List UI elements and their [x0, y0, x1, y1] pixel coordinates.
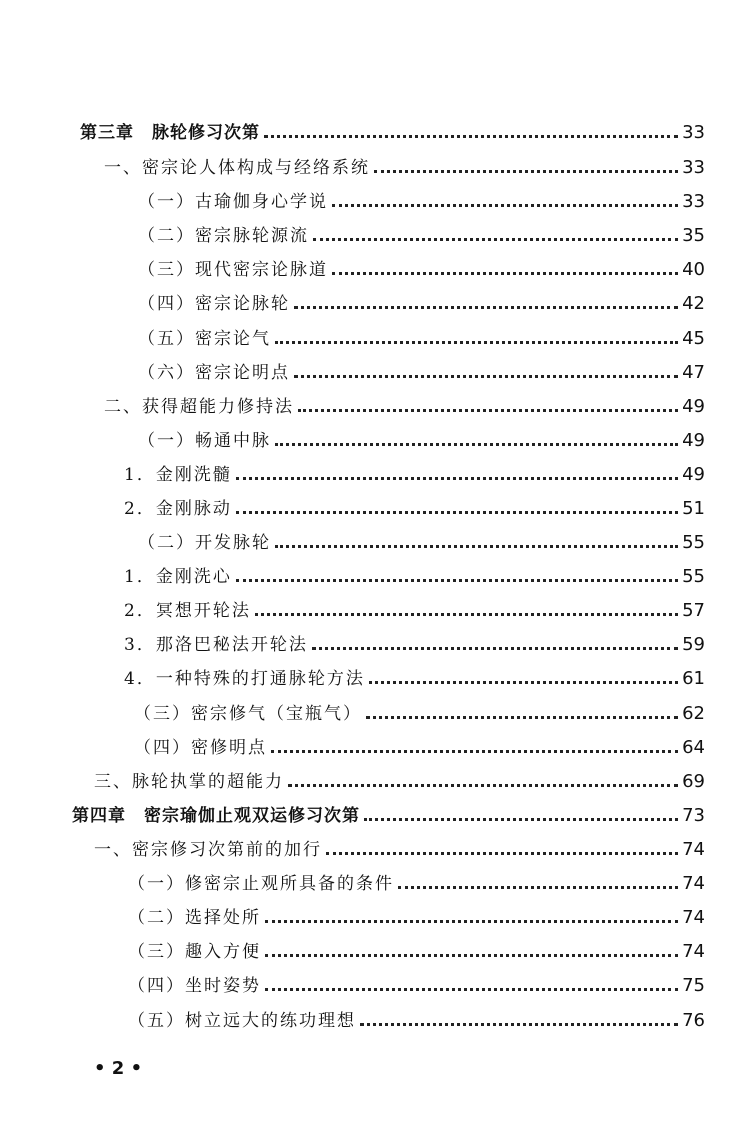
toc-entry-page: 76: [682, 1010, 705, 1031]
toc-entry: [138, 283, 705, 313]
toc-entry: [128, 897, 705, 927]
toc-entry-page: 59: [682, 634, 705, 655]
toc-entry-label: 第三章 脉轮修习次第: [80, 123, 260, 143]
toc-entry-label: （六）密宗论明点: [138, 363, 290, 383]
toc-entry-page: 57: [682, 600, 705, 621]
toc-entry-label: （一）古瑜伽身心学说: [138, 192, 328, 212]
toc-entry-page: 47: [682, 362, 705, 383]
toc-entry: [124, 658, 705, 688]
toc-entry: [128, 1000, 705, 1030]
toc-entry: [138, 522, 705, 552]
toc-entry-page: 33: [682, 157, 705, 178]
toc-entry: [138, 181, 705, 211]
dot-leader: [294, 375, 678, 378]
toc-entry-label: 2．冥想开轮法: [124, 601, 251, 621]
toc-entry-label: 2．金刚脉动: [124, 499, 232, 519]
toc-entry-page: 61: [682, 668, 705, 689]
toc-entry-page: 51: [682, 498, 705, 519]
toc-entry-page: 40: [682, 259, 705, 280]
dot-leader: [265, 954, 678, 957]
toc-entry-page: 64: [682, 737, 705, 758]
toc-entry: [138, 215, 705, 245]
toc-entry-label: 三、脉轮执掌的超能力: [94, 772, 284, 792]
toc-entry-page: 74: [682, 907, 705, 928]
dot-leader: [271, 750, 678, 753]
toc-entry-page: 55: [682, 532, 705, 553]
dot-leader: [265, 988, 678, 991]
toc-entry: [94, 761, 705, 791]
toc-entry-page: 45: [682, 328, 705, 349]
toc-entry: [124, 624, 705, 654]
toc-entry-page: 75: [682, 975, 705, 996]
dot-leader: [298, 409, 678, 412]
toc-entry-label: 第四章 密宗瑜伽止观双运修习次第: [72, 806, 360, 826]
toc-entry-label: （二）密宗脉轮源流: [138, 226, 309, 246]
toc-entry: [128, 965, 705, 995]
toc-entry-page: 74: [682, 839, 705, 860]
toc-entry-label: （一）畅通中脉: [138, 431, 271, 451]
toc-entry-page: 35: [682, 225, 705, 246]
toc-entry: [138, 352, 705, 382]
dot-leader: [398, 886, 678, 889]
toc-entry: [94, 829, 705, 859]
dot-leader: [312, 647, 678, 650]
dot-leader: [236, 579, 678, 582]
toc-entry-label: 1．金刚洗心: [124, 567, 232, 587]
dot-leader: [326, 852, 678, 855]
dot-leader: [275, 443, 678, 446]
dot-leader: [288, 784, 678, 787]
toc-entry-label: 一、密宗修习次第前的加行: [94, 840, 322, 860]
dot-leader: [369, 681, 678, 684]
dot-leader: [236, 511, 678, 514]
toc-entry-page: 55: [682, 566, 705, 587]
toc-entry: [128, 931, 705, 961]
toc-entry-label: 一、密宗论人体构成与经络系统: [104, 158, 370, 178]
toc-entry-label: （三）趣入方便: [128, 942, 261, 962]
toc-entry-label: （四）坐时姿势: [128, 976, 261, 996]
toc-entry-label: 4．一种特殊的打通脉轮方法: [124, 669, 365, 689]
dot-leader: [275, 545, 678, 548]
toc-entry-page: 49: [682, 464, 705, 485]
dot-leader: [264, 135, 678, 138]
toc-entry-label: 3．那洛巴秘法开轮法: [124, 635, 308, 655]
toc-entry-label: 1．金刚洗髓: [124, 465, 232, 485]
toc-entry-label: （二）选择处所: [128, 908, 261, 928]
toc-entry: [138, 318, 705, 348]
toc-entry-page: 42: [682, 293, 705, 314]
dot-leader: [255, 613, 678, 616]
toc-entry-page: 74: [682, 941, 705, 962]
toc-entry: [124, 488, 705, 518]
toc-entry-label: （三）密宗修气（宝瓶气）: [134, 704, 362, 724]
toc-entry-page: 69: [682, 771, 705, 792]
toc-entry-label: （二）开发脉轮: [138, 533, 271, 553]
toc-entry-page: 62: [682, 703, 705, 724]
toc-entry: [134, 727, 705, 757]
toc-entry-label: 二、获得超能力修持法: [104, 397, 294, 417]
toc-entry-page: 33: [682, 191, 705, 212]
toc-entry-page: 49: [682, 430, 705, 451]
toc-entry: [138, 420, 705, 450]
dot-leader: [294, 306, 678, 309]
dot-leader: [265, 920, 678, 923]
dot-leader: [360, 1023, 678, 1026]
toc-entry: [104, 147, 705, 177]
toc-entry-label: （三）现代密宗论脉道: [138, 260, 328, 280]
toc-entry-page: 49: [682, 396, 705, 417]
toc-entry: [134, 693, 705, 723]
dot-leader: [366, 716, 678, 719]
toc-entry-page: 73: [682, 805, 705, 826]
dot-leader: [275, 341, 678, 344]
toc-entry: [128, 863, 705, 893]
toc-entry-page: 33: [682, 122, 705, 143]
dot-leader: [374, 170, 678, 173]
toc-entry-page: 74: [682, 873, 705, 894]
toc-entry: [124, 590, 705, 620]
dot-leader: [332, 204, 678, 207]
toc-entry-label: （一）修密宗止观所具备的条件: [128, 874, 394, 894]
toc-entry-chapter-3: [80, 112, 705, 142]
toc-entry: [138, 249, 705, 279]
toc-entry-label: （五）树立远大的练功理想: [128, 1011, 356, 1031]
toc-entry: [124, 454, 705, 484]
toc-entry-label: （五）密宗论气: [138, 329, 271, 349]
toc-entry-chapter-4: [72, 795, 705, 825]
toc-entry-label: （四）密修明点: [134, 738, 267, 758]
dot-leader: [332, 272, 678, 275]
toc-entry-label: （四）密宗论脉轮: [138, 294, 290, 314]
page-number: • 2 •: [94, 1058, 143, 1079]
dot-leader: [313, 238, 678, 241]
dot-leader: [236, 477, 678, 480]
toc-entry: [124, 556, 705, 586]
toc-entry: [104, 386, 705, 416]
dot-leader: [364, 818, 678, 821]
